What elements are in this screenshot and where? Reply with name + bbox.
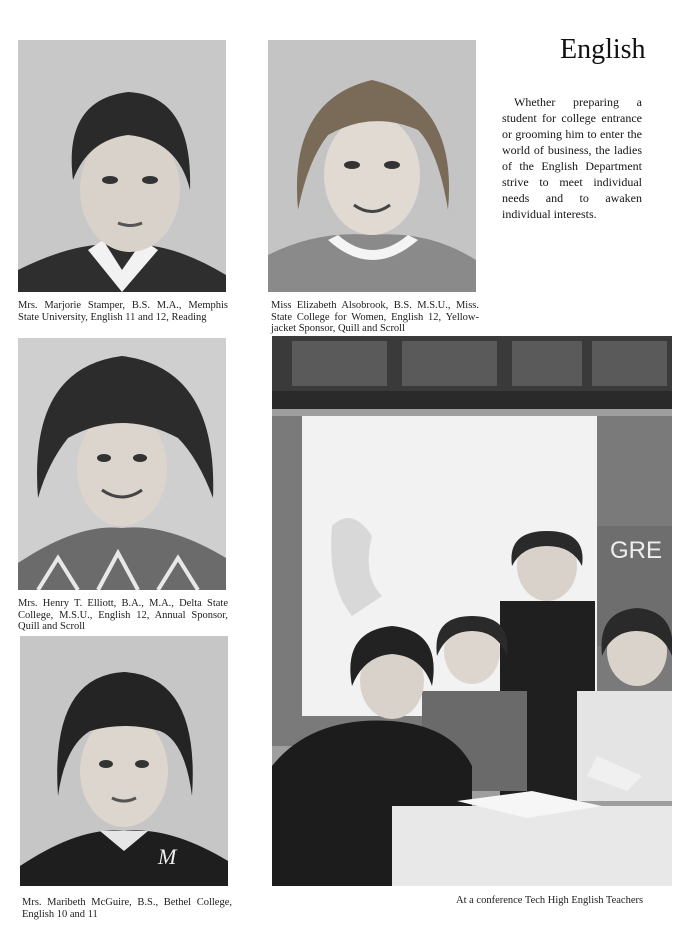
portrait-photo-elliott	[18, 338, 226, 590]
portrait-photo-stamper	[18, 40, 226, 292]
portrait-photo-alsobrook	[268, 40, 476, 292]
svg-text:M: M	[158, 844, 177, 869]
portrait-caption-elliott: Mrs. Henry T. Elliott, B.A., M.A., Delta State College, M.S.U., English 12, Annual Sponsor, Quill and Scroll	[18, 598, 228, 632]
intro-paragraph: Whether preparing a student for college entrance or grooming him to enter the world of business, the ladies of the English Department strive to meet individual needs and to awaken individual interests.	[502, 95, 642, 221]
group-photo	[272, 336, 672, 886]
portrait-caption-mcguire: Mrs. Maribeth McGuire, B.S., Bethel College, English 10 and 11	[22, 897, 232, 920]
page-title: English	[560, 34, 646, 65]
group-photo-caption: At a conference Tech High English Teachers	[456, 895, 644, 906]
portrait-photo-mcguire	[20, 636, 228, 886]
portrait-caption-stamper: Mrs. Marjorie Stamper, B.S. M.A., Memphis State University, English 11 and 12, Reading	[18, 300, 228, 323]
portrait-caption-alsobrook: Miss Elizabeth Alsobrook, B.S. M.S.U., Miss. State College for Women, English 12, Yellow-jacket Sponsor, Quill and Scroll	[271, 300, 479, 334]
chalkboard-text: GRE	[610, 537, 663, 564]
